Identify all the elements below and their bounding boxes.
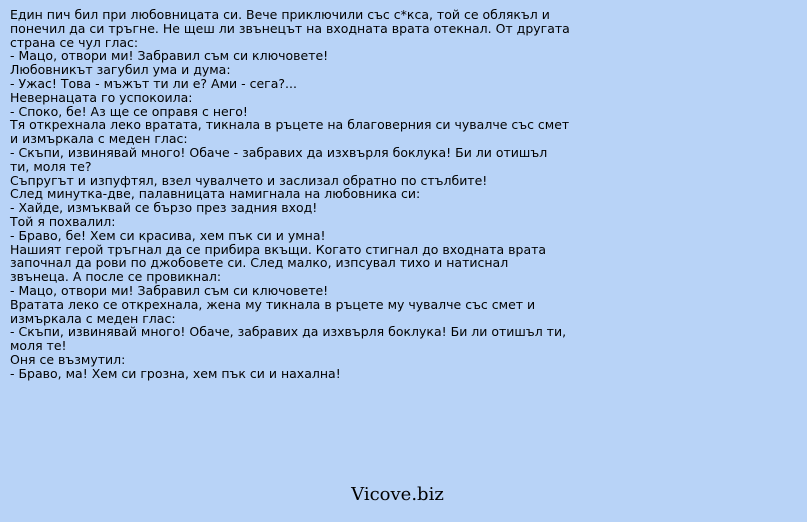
joke-line: Невернацата го успокоила: xyxy=(10,89,193,105)
joke-line: - Скъпи, извинявай много! Обаче, забравих да изхвърля боклука! Би ли отишъл ти, моля те! xyxy=(10,324,567,354)
joke-line: - Скъпи, извинявай много! Обаче - забравих да изхвърля боклука! Би ли отишъл ти, моля те? xyxy=(10,144,548,174)
joke-line: Съпругът и изпуфтял, взел чувалчето и заслизал обратно по стълбите! xyxy=(10,172,488,188)
joke-line: - Браво, бе! Хем си красива, хем пък си и умна! xyxy=(10,227,326,243)
joke-line: - Ужас! Това - мъжът ти ли е? Ами - сега?... xyxy=(10,75,297,91)
joke-line: Един пич бил при любовницата си. Вече приключили със с*кса, той се облякъл и понечил да си тръгне. Не щеш ли звънецът на входната врата отекнал. От другата страна се чул глас: xyxy=(10,7,570,50)
joke-line: - Споко, бе! Аз ще се оправя с него! xyxy=(10,103,248,119)
joke-line: - Мацо, отвори ми! Забравил съм си ключовете! xyxy=(10,48,329,64)
site-watermark: Vicove.biz xyxy=(351,484,444,505)
joke-line: - Браво, ма! Хем си грозна, хем пък си и нахална! xyxy=(10,365,341,381)
joke-line: Оня се възмутил: xyxy=(10,351,126,367)
joke-line: Тя открехнала леко вратата, тикнала в ръцете на благоверния си чувалче със смет и измъркала с меден глас: xyxy=(10,117,570,147)
joke-line: Той я похвалил: xyxy=(10,213,116,229)
joke-text xyxy=(10,8,570,381)
joke-line: Нашият герой тръгнал да се прибира вкъщи. Когато стигнал до входната врата започнал да рови по джобовете си. След малко, изпсувал тихо и натиснал звънеца. А после се провикнал: xyxy=(10,241,547,285)
joke-line: Вратата леко се открехнала, жена му тикнала в ръцете му чувалче със смет и измъркала с меден глас: xyxy=(10,296,536,326)
joke-line: След минутка-две, палавницата намигнала на любовника си: xyxy=(10,186,421,202)
joke-line: - Мацо, отвори ми! Забравил съм си ключовете! xyxy=(10,282,329,298)
joke-line: Любовникът загубил ума и дума: xyxy=(10,62,231,78)
joke-line: - Хайде, измъквай се бързо през задния вход! xyxy=(10,200,318,216)
